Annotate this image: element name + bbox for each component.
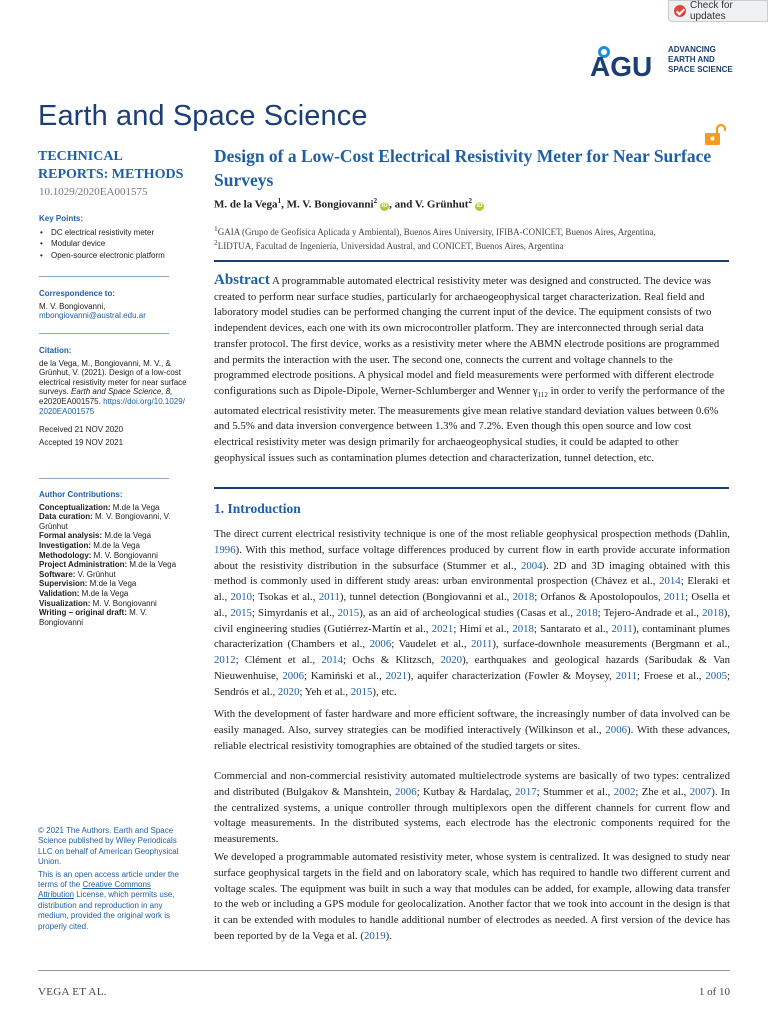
citation-link[interactable]: 2010: [230, 591, 253, 603]
citation-link[interactable]: 2006: [605, 723, 627, 736]
copyright-text: © 2021 The Authors. Earth and Space Science published by Wiley Periodicals LLC on behalf of American Geophysical Union.: [38, 826, 179, 867]
citation-link[interactable]: 2021: [385, 669, 408, 682]
agu-logo-text: AGU: [590, 51, 653, 78]
citation-link[interactable]: 2015: [350, 685, 373, 698]
contribution-role: Writing – original draft:: [39, 608, 127, 618]
running-author: VEGA ET AL.: [38, 986, 107, 998]
gamma-subscript: 112: [537, 391, 548, 400]
contribution-item: [39, 589, 189, 599]
contribution-author: M. V. Bongiovanni: [91, 550, 158, 560]
body-paragraph: We developed a programmable automated resistivity meter, whose system is centralized. It was designed to study near surface geophysical targets in the field and on laboratory scale, which has required to handle two different current and voltage scales. The equipment was built in such a way that modules can be added, for example, allowing data transfer to the web or including a GPS module for geolocalization. Another factor that we took into account in the design is that it can be extended with modules to handle additional number of electrodes as needed. A first version of the device has been reported by de la Vega et al. (2019).: [214, 851, 730, 942]
divider: [39, 333, 169, 334]
contributions-list: [39, 503, 189, 628]
body-paragraph: Commercial and non-commercial resistivity automated multielectrode systems are basically of two types: centralized and distributed (Bulgakov & Manshtein, 2006; Kutbay & Hardalaç, 2017; Stummer et al., 2002; Zhe et al., 2007). In the centralized systems, a unique controller through multiplexors open the different channels for current flow and voltage measurements. In the distributed systems, each electrode has the electronic components required for the measurements.: [214, 770, 730, 845]
contribution-item: [39, 541, 189, 551]
contribution-item: [39, 560, 189, 570]
publisher-tagline: [668, 45, 734, 75]
contribution-item: [39, 599, 189, 609]
abstract-text: A programmable automated electrical resistivity meter was designed and constructed. The device was created to perform near surface studies, particularly for archaeogeophysical target characterization. Real field and laboratory model studies can be performed changing the current input of the device. The equipment consists of two independent devices, each one with its own microcontroller platform. They are interconnected through serial data transfer protocol. The first device, works as a resistivity meter where the ABMN electrode positions are programmed and permits the interaction with the user. The second one, connects the current and voltage channels to the programmed electrode positions. A physical model and field measurements were performed with different electrode configurations such as Dipole-Dipole, Werner-Schlumberger and Wenner: [214, 275, 720, 397]
orcid-icon[interactable]: iD: [476, 202, 483, 209]
citation-link[interactable]: 2015: [230, 606, 252, 619]
contributions-heading: Author Contributions:: [39, 490, 123, 499]
citation-link[interactable]: 2004: [520, 559, 543, 572]
article-title: Design of a Low-Cost Electrical Resistivity Meter for Near Surface Surveys: [214, 146, 712, 190]
contribution-item: [39, 570, 189, 580]
contribution-author: M.de la Vega: [127, 560, 177, 570]
gamma-symbol: γ: [532, 384, 538, 397]
contribution-author: M.de la Vega: [91, 540, 140, 550]
citation-link[interactable]: 2014: [659, 575, 681, 588]
affiliation-number: 2: [214, 238, 218, 247]
citation-link[interactable]: 2020: [277, 685, 300, 698]
tagline-line: EARTH AND: [668, 55, 715, 64]
contribution-author: M. V. Bongiovanni, V. Grünhut: [39, 512, 171, 531]
citation-link[interactable]: 2005: [705, 669, 727, 682]
article-doi: 10.1029/2020EA001575: [39, 186, 148, 198]
citation-link[interactable]: 2011: [318, 591, 340, 603]
citation-link[interactable]: 2017: [515, 785, 537, 798]
contribution-item: [39, 579, 189, 589]
contribution-item: [39, 551, 189, 561]
key-points-heading: Key Points:: [39, 214, 84, 223]
contribution-author: M. V. Bongiovanni: [39, 608, 148, 627]
page-number: 1 of 10: [698, 986, 730, 998]
correspondence-heading: Correspondence to:: [39, 289, 116, 298]
affiliation: [214, 224, 734, 237]
author-affiliation-number: 2: [468, 197, 472, 205]
contribution-role: Supervision:: [39, 579, 88, 589]
citation: [39, 346, 189, 447]
citation-text: de la Vega, M., Bongiovanni, M. V., & Grünhut, V. (2021). Design of a low-cost electrical resistivity meter for near surface surveys.: [39, 358, 187, 397]
contribution-role: Software:: [39, 569, 76, 579]
author-affiliation-number: 1: [277, 197, 282, 205]
license-notice: [38, 826, 188, 934]
citation-link[interactable]: 2018: [512, 591, 535, 603]
citation-link[interactable]: 2006: [282, 669, 304, 682]
citation-body: [39, 359, 189, 417]
divider: [214, 260, 729, 262]
body-paragraph: With the development of faster hardware and more efficient software, the increasingly number of data involved can be easily managed. Also, survey strategies can be modified interactively (Wilkinson et al., 2006). With these advances, reliable electrical resistivity tomographies are obtained of the studied targets or sites.: [214, 708, 730, 752]
contribution-item: [39, 608, 189, 627]
journal-name: Earth and Space Science: [38, 100, 368, 132]
check-updates-label: Check for updates: [690, 0, 733, 22]
divider: [214, 487, 729, 489]
contribution-item: [39, 512, 189, 531]
contribution-role: Project Administration:: [39, 560, 128, 570]
citation-link[interactable]: 2020: [440, 654, 463, 666]
open-access-text: [38, 870, 188, 932]
tagline-line: ADVANCING: [668, 45, 716, 54]
citation-link[interactable]: 2002: [613, 785, 636, 798]
contribution-author: M.de la Vega: [110, 502, 160, 512]
citation-link[interactable]: 2019: [364, 929, 386, 942]
contribution-role: Formal analysis:: [39, 531, 103, 541]
creative-commons-link[interactable]: Creative Commons Attribution: [38, 880, 151, 900]
contribution-author: M.de la Vega: [79, 588, 129, 598]
affiliation: [214, 238, 734, 251]
article-type-line: TECHNICAL: [38, 149, 123, 164]
affiliation-text: GAIA (Grupo de Geofísica Aplicada y Ambiental), Buenos Aires University, IFIBA-CONICET, Buenos Aires, Argentina,: [217, 227, 656, 237]
citation-link[interactable]: 2011: [615, 669, 637, 682]
accepted-date: Accepted 19 NOV 2021: [39, 437, 124, 447]
contribution-author: M.de la Vega: [102, 531, 152, 541]
divider: [39, 478, 169, 479]
divider: [39, 276, 169, 277]
contribution-role: Validation:: [39, 588, 80, 598]
body-paragraph: The direct current electrical resistivity technique is one of the most reliable geophysical prospection methods (Dahlin, 1996). With this method, surface voltage differences produced by current flow in earth provide accurate information about the resistivity distribution in the subsurface (Stummer et al., 2004). 2D and 3D imaging obtained with this method is commonly used in different study areas: urban environmental prospection (Chávez et al., 2014; Eleraki et al., 2010; Tsokas et al., 2011), tunnel detection (Bongiovanni et al., 2018; Orfanos & Apostolopoulos, 2011; Osella et al., 2015; Simyrdanis et al., 2015), as an aid of archeological studies (Casas et al., 2018; Tejero-Andrade et al., 2018), civil engineering studies (Gutiérrez-Martín et al., 2021; Himi et al., 2018; Santarato et al., 2011), contaminant plumes characterization (Chambers et al., 2006; Vaudelet et al., 2011), surface-downhole measurements (Bergmann et al., 2012; Clément et al., 2014; Ochs & Klitzsch, 2020), earthquakes and geological hazards (Saribudak & Van Nieuwenhuise, 2006; Kamiński et al., 2021), aquifer characterization (Fowler & Moysey, 2011; Froese et al., 2005; Sendrós et al., 2020; Yeh et al., 2015), etc.: [214, 528, 731, 698]
contribution-author: M. V. Bongiovanni: [90, 598, 157, 608]
citation-link[interactable]: 2015: [337, 606, 360, 619]
check-updates-icon: [674, 5, 686, 17]
affiliation-text: LIDTUA, Facultad de Ingeniería, Universidad Austral, and CONICET, Buenos Aires, Argentina: [217, 241, 564, 251]
citation-link[interactable]: 2021: [431, 622, 454, 635]
contribution-role: Visualization:: [39, 598, 91, 608]
contribution-role: Data curation:: [39, 512, 93, 522]
received-date: Received 21 NOV 2020: [39, 425, 124, 435]
citation-journal: Earth and Space Science, 8,: [71, 387, 173, 397]
key-point-item: • Open-source electronic platform: [51, 251, 189, 261]
footer-divider: [38, 970, 730, 971]
citation-link[interactable]: 2018: [576, 606, 598, 619]
contribution-item: [39, 503, 189, 513]
author-contributions: [39, 490, 189, 627]
agu-logo: [590, 44, 670, 78]
abstract-heading: Abstract: [214, 272, 270, 288]
contribution-role: Methodology:: [39, 550, 92, 560]
license-text: This is an open access article under the terms of the: [38, 869, 179, 890]
author-name: M. V. Bongiovanni: [286, 198, 374, 211]
check-for-updates-button[interactable]: [668, 0, 768, 22]
citation-link[interactable]: 2018: [512, 622, 534, 635]
key-point-item: • Modular device: [51, 239, 189, 249]
citation-link[interactable]: 2007: [689, 785, 712, 798]
author-name: V. Grünhut: [414, 198, 469, 211]
article-type-line: REPORTS: METHODS: [38, 167, 184, 182]
citation-link[interactable]: 2011: [611, 622, 633, 635]
citation-link[interactable]: 2006: [369, 638, 392, 651]
section-heading: 1. Introduction: [214, 501, 301, 516]
article-type: [38, 148, 198, 184]
tagline-line: SPACE SCIENCE: [668, 65, 733, 74]
citation-heading: Citation:: [39, 346, 72, 355]
citation-link[interactable]: 2011: [663, 591, 686, 603]
open-access-icon: [704, 124, 728, 146]
correspondence-name: M. V. Bongiovanni,: [39, 301, 106, 311]
citation-link[interactable]: 2011: [471, 638, 493, 651]
citation-link[interactable]: 2006: [395, 785, 417, 798]
correspondence-email-link[interactable]: mbongiovanni@austral.edu.ar: [39, 311, 146, 321]
contribution-role: Conceptualization:: [39, 502, 111, 512]
contribution-author: M.de la Vega: [87, 579, 137, 589]
author-affiliation-number: 2: [373, 197, 378, 205]
citation-eid: e2020EA001575.: [39, 396, 101, 406]
author-list: M. de la Vega$^1$, M. V. Bongiovanni$^2$iD , and V. Grünhut$^2$iD: [214, 197, 483, 211]
citation-link[interactable]: 2012: [214, 654, 236, 666]
citation-doi-link[interactable]: https://doi.org/10.1029/2020EA001575: [39, 396, 185, 416]
correspondence: [39, 289, 189, 321]
abstract: [214, 273, 730, 467]
abstract-text: in order to verify the performance of the automated electrical resistivity meter. The measurements give mean relative standard deviation values between 0.6% and 5.5% and data inversion convergence between 1.3% and 7.2%. Even though this open source and low cost electrical resistivity meter was design primarily for archaeogeophysical studies, it could be adapted to other geophysical issues such as contamination plumes detection and characterization, tunnel detection, etc.: [214, 384, 725, 464]
key-point-item: • DC electrical resistivity meter: [51, 228, 189, 238]
citation-link[interactable]: 2018: [702, 606, 724, 619]
license-text: License, which permits use, distribution and reproduction in any medium, provided the original work is properly cited.: [38, 890, 175, 931]
key-points: [39, 214, 189, 262]
contribution-role: Investigation:: [39, 540, 92, 550]
author-name: M. de la Vega: [214, 198, 278, 211]
citation-link[interactable]: 1996: [214, 543, 236, 556]
affiliation-number: 1: [214, 224, 218, 233]
contribution-author: V. Grünhut: [75, 569, 116, 579]
orcid-icon[interactable]: iD: [381, 202, 388, 209]
citation-link[interactable]: 2014: [321, 654, 343, 666]
contribution-item: [39, 531, 189, 541]
